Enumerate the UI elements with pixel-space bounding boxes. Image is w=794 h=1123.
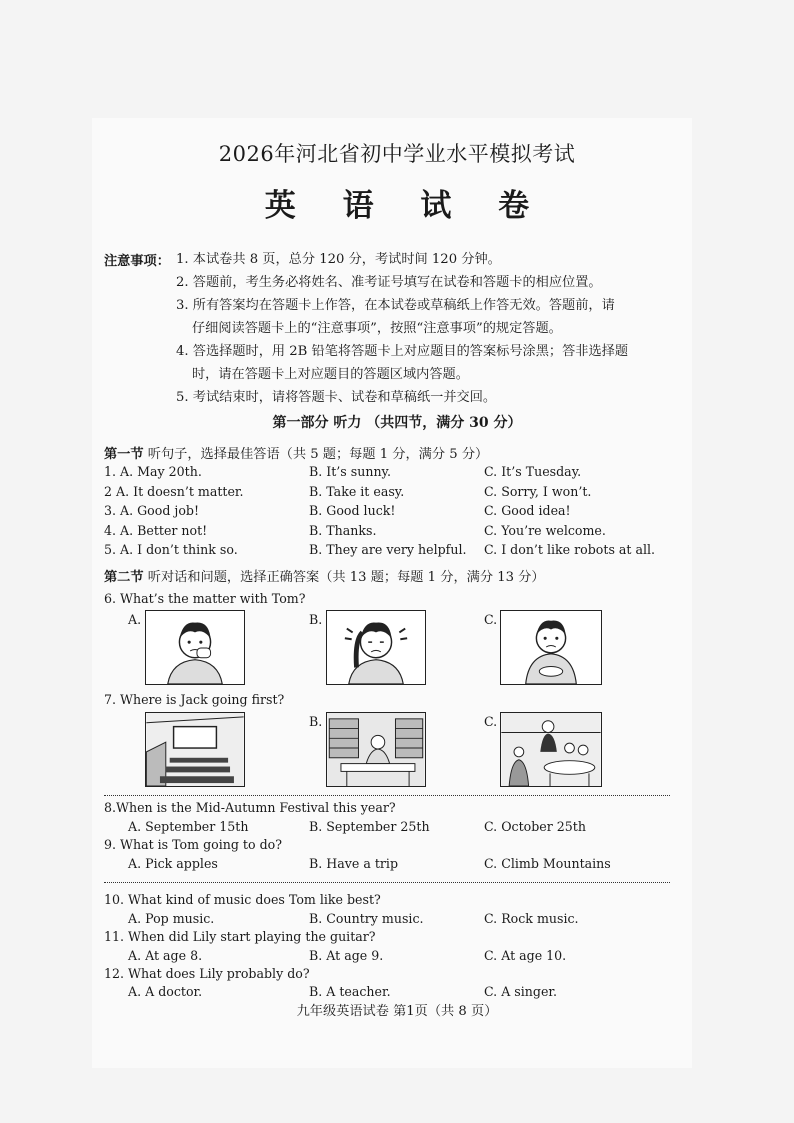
q8-option-b: B. September 25th: [309, 819, 430, 834]
notice-item-3: 3. 所有答案均在答题卡上作答，在本试卷或草稿纸上作答无效。答题前，请: [176, 298, 615, 313]
q8-option-a: A. September 15th: [128, 819, 249, 834]
notice-item-1: 1. 本试卷共 8 页，总分 120 分，考试时间 120 分钟。: [176, 252, 501, 267]
boy-stomachache-icon: [501, 611, 601, 684]
q7-image-b: [326, 712, 426, 787]
q1-option-b: B. It’s sunny.: [309, 464, 392, 479]
restaurant-icon: [501, 713, 601, 786]
boy-headache-icon: [327, 611, 425, 684]
q10-option-b: B. Country music.: [309, 911, 424, 926]
q1-option-c: C. It’s Tuesday.: [484, 464, 582, 479]
notice-item-5: 5. 考试结束时，请将答题卡、试卷和草稿纸一并交回。: [176, 390, 497, 405]
q9-text: 9. What is Tom going to do?: [104, 837, 282, 852]
q9-option-a: A. Pick apples: [128, 856, 218, 871]
q12-option-b: B. A teacher.: [309, 984, 391, 999]
q12-option-a: A. A doctor.: [128, 984, 203, 999]
q6-label-b: B.: [309, 612, 323, 627]
q2-option-b: B. Take it easy.: [309, 484, 405, 499]
q7-image-a: [145, 712, 245, 787]
part1-title: 第一部分 听力 （共四节，满分 30 分）: [272, 415, 522, 431]
q5-option-a: 5. A. I don’t think so.: [104, 542, 238, 557]
q5-option-c: C. I don’t like robots at all.: [484, 542, 656, 557]
divider-1: [104, 795, 670, 796]
q11-text: 11. When did Lily start playing the guitar?: [104, 929, 376, 944]
q12-option-c: C. A singer.: [484, 984, 558, 999]
q7-text: 7. Where is Jack going first?: [104, 692, 285, 707]
q8-text: 8.When is the Mid-Autumn Festival this year?: [104, 800, 396, 815]
q6-image-a: [145, 610, 245, 685]
q4-option-b: B. Thanks.: [309, 523, 377, 538]
q5-option-b: B. They are very helpful.: [309, 542, 467, 557]
subject-title: 英 语 试 卷: [264, 188, 548, 224]
q3-option-c: C. Good idea!: [484, 503, 571, 518]
boy-toothache-icon: [146, 611, 244, 684]
q8-option-c: C. October 25th: [484, 819, 586, 834]
q11-option-b: B. At age 9.: [309, 948, 384, 963]
q12-text: 12. What does Lily probably do?: [104, 966, 310, 981]
q6-label-a: A.: [128, 612, 142, 627]
q6-image-b: [326, 610, 426, 685]
notice-item-4-cont: 时，请在答题卡上对应题目的答题区域内答题。: [192, 367, 469, 382]
section2-title: 第二节 听对话和问题，选择正确答案（共 13 题；每题 1 分，满分 13 分）: [104, 570, 545, 585]
cinema-icon: [146, 713, 244, 786]
q9-option-c: C. Climb Mountains: [484, 856, 611, 871]
q11-option-a: A. At age 8.: [128, 948, 203, 963]
page-footer: 九年级英语试卷 第1页（共 8 页）: [296, 1004, 498, 1019]
q10-option-c: C. Rock music.: [484, 911, 579, 926]
q11-option-c: C. At age 10.: [484, 948, 567, 963]
q4-option-a: 4. A. Better not!: [104, 523, 208, 538]
q9-option-b: B. Have a trip: [309, 856, 399, 871]
q6-image-c: [500, 610, 602, 685]
q7-label-c: C.: [484, 714, 498, 729]
q10-text: 10. What kind of music does Tom like best?: [104, 892, 381, 907]
q6-text: 6. What’s the matter with Tom?: [104, 591, 306, 606]
q3-option-a: 3. A. Good job!: [104, 503, 200, 518]
notice-item-2: 2. 答题前，考生务必将姓名、准考证号填写在试卷和答题卡的相应位置。: [176, 275, 602, 290]
divider-2: [104, 882, 670, 883]
notice-item-3-cont: 仔细阅读答题卡上的“注意事项”，按照“注意事项”的规定答题。: [192, 321, 562, 336]
library-icon: [327, 713, 425, 786]
q4-option-c: C. You’re welcome.: [484, 523, 606, 538]
q2-option-c: C. Sorry, I won’t.: [484, 484, 592, 499]
notice-label: 注意事项：: [104, 254, 170, 269]
q10-option-a: A. Pop music.: [128, 911, 215, 926]
section1-title: 第一节 听句子，选择最佳答语（共 5 题；每题 1 分，满分 5 分）: [104, 447, 489, 462]
q7-image-c: [500, 712, 602, 787]
notice-item-4: 4. 答选择题时，用 2B 铅笔将答题卡上对应题目的答案标号涂黑；答非选择题: [176, 344, 629, 359]
q2-option-a: 2 A. It doesn’t matter.: [104, 484, 244, 499]
q3-option-b: B. Good luck!: [309, 503, 396, 518]
exam-title: 2026年河北省初中学业水平模拟考试: [218, 142, 576, 166]
q6-label-c: C.: [484, 612, 498, 627]
q1-option-a: 1. A. May 20th.: [104, 464, 202, 479]
q7-label-b: B.: [309, 714, 323, 729]
